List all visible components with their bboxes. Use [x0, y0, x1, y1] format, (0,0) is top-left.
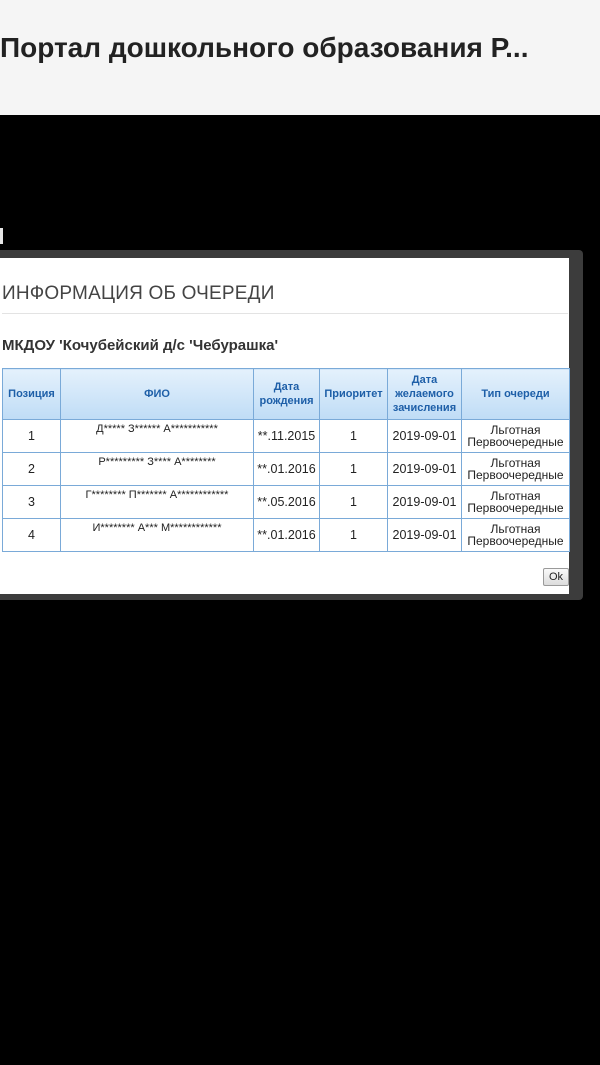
cell-birth-date: **.01.2016 — [254, 519, 320, 552]
ok-button[interactable]: Ok — [543, 568, 569, 586]
cell-position: 2 — [3, 453, 61, 486]
cell-birth-date: **.01.2016 — [254, 453, 320, 486]
cell-queue-type: Льготная Первоочередные — [462, 453, 570, 486]
cell-priority: 1 — [320, 420, 388, 453]
title-divider — [2, 313, 568, 314]
col-header-queue-type[interactable]: Тип очереди — [462, 369, 570, 420]
cell-queue-type: Льготная Первоочередные — [462, 420, 570, 453]
col-header-position[interactable]: Позиция — [3, 369, 61, 420]
cell-priority: 1 — [320, 453, 388, 486]
table-row — [3, 486, 570, 519]
cell-position: 4 — [3, 519, 61, 552]
cell-birth-date: **.11.2015 — [254, 420, 320, 453]
col-header-priority[interactable]: Приоритет — [320, 369, 388, 420]
cell-desired-date: 2019-09-01 — [388, 486, 462, 519]
col-header-fio[interactable]: ФИО — [61, 369, 254, 420]
app-title: Портал дошкольного образования Р... — [0, 32, 529, 63]
cell-queue-type: Льготная Первоочередные — [462, 486, 570, 519]
table-header-row — [3, 369, 570, 420]
cell-fio: И******** А*** М************ — [61, 519, 254, 552]
cell-fio: Г******** П******* А************ — [61, 486, 254, 519]
cell-fio: Д***** З****** А*********** — [61, 420, 254, 453]
table-row — [3, 519, 570, 552]
cell-desired-date: 2019-09-01 — [388, 420, 462, 453]
cell-priority: 1 — [320, 486, 388, 519]
col-header-desired-date[interactable]: Дата желаемого зачисления — [388, 369, 462, 420]
dialog-title: ИНФОРМАЦИЯ ОБ ОЧЕРЕДИ — [2, 283, 275, 304]
cell-desired-date: 2019-09-01 — [388, 453, 462, 486]
screen-edge-mark — [0, 228, 3, 244]
cell-birth-date: **.05.2016 — [254, 486, 320, 519]
table-row — [3, 453, 570, 486]
cell-fio: Р********* З**** А******** — [61, 453, 254, 486]
col-header-birth-date[interactable]: Дата рождения — [254, 369, 320, 420]
app-header — [0, 0, 600, 115]
cell-priority: 1 — [320, 519, 388, 552]
organization-name: МКДОУ 'Кочубейский д/с 'Чебурашка' — [2, 337, 279, 354]
table-row — [3, 420, 570, 453]
cell-position: 3 — [3, 486, 61, 519]
cell-desired-date: 2019-09-01 — [388, 519, 462, 552]
cell-position: 1 — [3, 420, 61, 453]
queue-table — [2, 368, 570, 552]
cell-queue-type: Льготная Первоочередные — [462, 519, 570, 552]
